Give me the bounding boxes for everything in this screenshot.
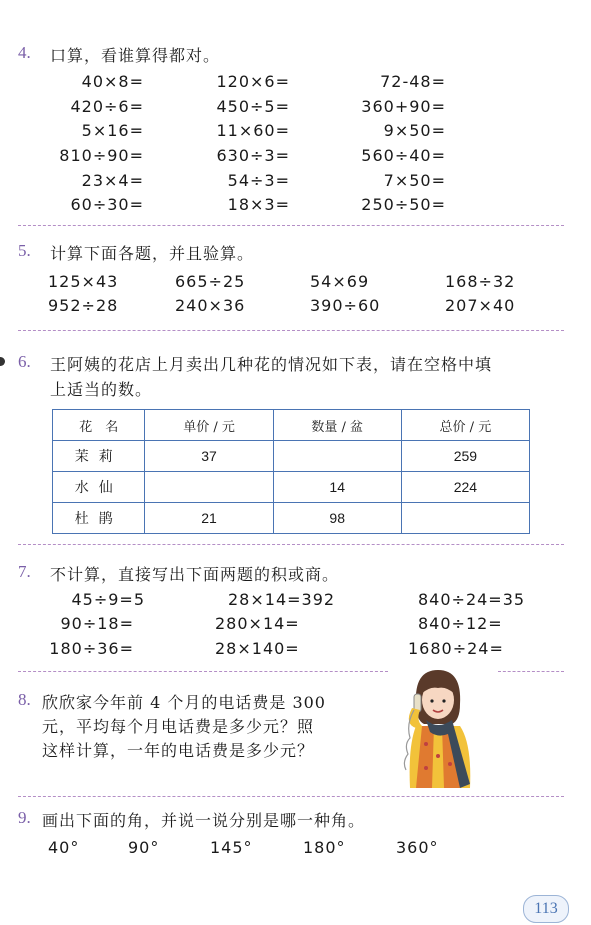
table-row [53,503,530,534]
q4-item: 560÷40= [361,146,446,165]
q5-item: 240×36 [175,296,246,315]
q4-item: 630÷3= [216,146,290,165]
q4-item: 250÷50= [361,195,446,214]
q5-item: 665÷25 [175,272,246,291]
question-8-line1: 欣欣家今年前 4 个月的电话费是 300 [42,693,326,712]
table-cell-blank[interactable] [145,472,273,503]
table-cell-blank[interactable] [401,503,529,534]
q5-item: 207×40 [445,296,516,315]
q4-item: 420÷6= [70,97,144,116]
q7-item: 840÷12= [418,614,503,633]
question-4-title: 口算，看谁算得都对。 [50,46,221,65]
q7-item: 28×140= [215,639,300,658]
q7-item: 90÷18= [60,614,134,633]
question-7-title: 不计算，直接写出下面两题的积或商。 [50,565,340,584]
table-cell: 259 [401,441,529,472]
q5-item: 54×69 [310,272,370,291]
q4-item: 120×6= [216,72,290,91]
table-header: 单价 / 元 [145,410,273,441]
q4-item: 60÷30= [70,195,144,214]
q4-item: 810÷90= [59,146,144,165]
table-cell: 37 [145,441,273,472]
flower-sales-table [52,409,530,534]
table-header: 总价 / 元 [401,410,529,441]
table-row [53,472,530,503]
q4-item: 23×4= [81,171,144,190]
question-9-title: 画出下面的角，并说一说分别是哪一种角。 [42,811,366,830]
section-divider [18,796,564,797]
question-6-line1: 王阿姨的花店上月卖出几种花的情况如下表，请在空格中填 [50,355,493,374]
section-divider [498,671,564,672]
section-divider [18,330,564,331]
q4-item: 11×60= [216,121,290,140]
q7-item: 180÷36= [49,639,134,658]
question-9-number: 9. [18,808,31,827]
angle-item: 180° [303,838,346,857]
question-8-line3: 这样计算，一年的电话费是多少元？ [42,741,315,760]
table-row [53,441,530,472]
q4-item: 450÷5= [216,97,290,116]
q5-item: 390÷60 [310,296,381,315]
q4-item: 72-48= [380,72,446,91]
q4-item: 7×50= [383,171,446,190]
q5-item: 952÷28 [48,296,119,315]
question-8-number: 8. [18,690,31,709]
question-4-number: 4. [18,43,31,62]
q4-item: 54÷3= [227,171,290,190]
girl-on-phone-illustration [386,664,482,790]
question-5-title: 计算下面各题，并且验算。 [50,244,255,263]
q7-item: 280×14= [215,614,300,633]
q4-item: 9×50= [383,121,446,140]
page-number: 113 [523,895,569,923]
q4-item: 5×16= [81,121,144,140]
section-divider [18,225,564,226]
q4-item: 18×3= [227,195,290,214]
angle-item: 40° [48,838,80,857]
q7-item: 840÷24=35 [418,590,526,609]
section-divider [18,544,564,545]
table-header-row [53,410,530,441]
question-6-number: 6. [18,352,31,371]
table-cell: 224 [401,472,529,503]
table-cell: 98 [273,503,401,534]
q4-item: 40×8= [81,72,144,91]
table-cell: 21 [145,503,273,534]
table-cell: 杜鹃 [53,503,145,534]
q7-item: 28×14=392 [228,590,336,609]
angle-item: 145° [210,838,253,857]
q4-item: 360+90= [361,97,446,116]
table-cell: 水仙 [53,472,145,503]
question-6-line2: 上适当的数。 [50,380,153,399]
question-7-number: 7. [18,562,31,581]
angle-item: 90° [128,838,160,857]
q5-item: 168÷32 [445,272,516,291]
q7-item: 45÷9=5 [71,590,145,609]
table-header: 数量 / 盆 [273,410,401,441]
table-cell: 14 [273,472,401,503]
question-8-line2: 元，平均每个月电话费是多少元？照 [42,717,315,736]
table-cell-blank[interactable] [273,441,401,472]
q7-item: 1680÷24= [408,639,504,658]
margin-bullet-icon [0,357,5,366]
q5-item: 125×43 [48,272,119,291]
question-5-number: 5. [18,241,31,260]
table-header: 花 名 [53,410,145,441]
table-cell: 茉莉 [53,441,145,472]
angle-item: 360° [396,838,439,857]
section-divider [18,671,388,672]
